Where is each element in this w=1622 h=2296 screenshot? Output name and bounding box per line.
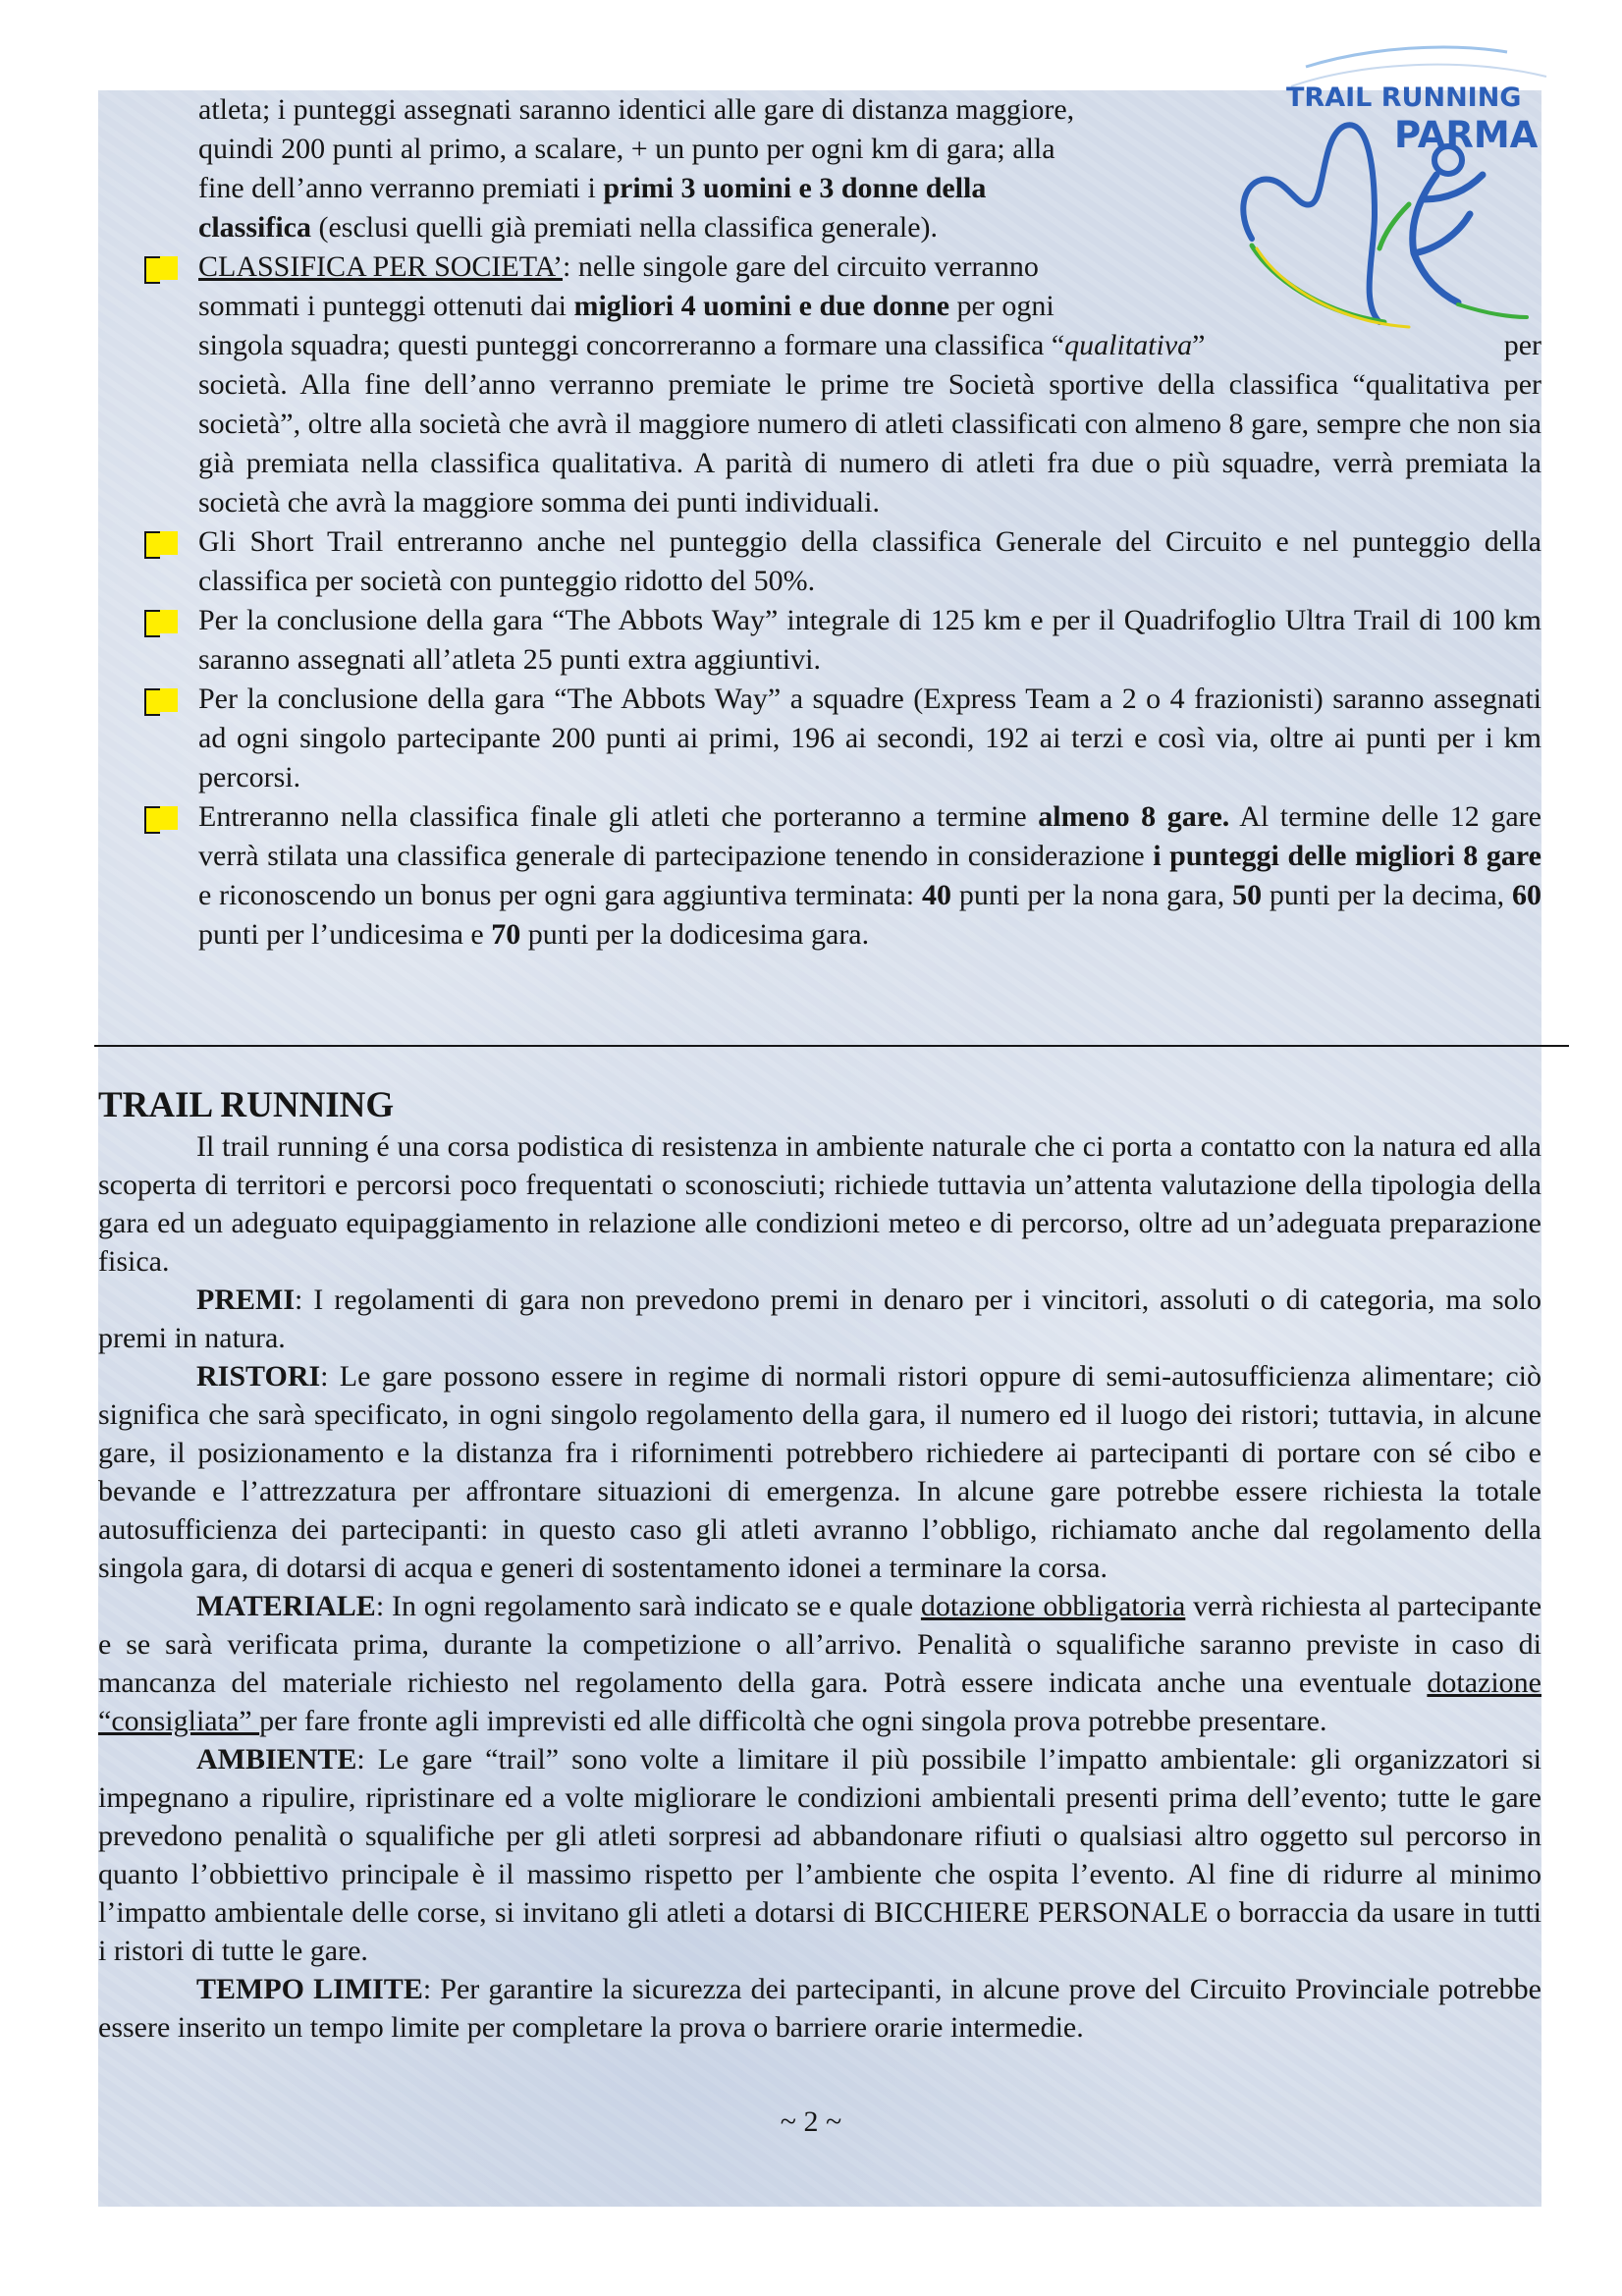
bullet-squadre <box>198 680 1541 797</box>
checkbox-icon <box>144 531 160 559</box>
intro-paragraph <box>198 90 1185 247</box>
logo-line2: PARMA <box>1394 114 1539 156</box>
premi-paragraph: PREMI: I regolamenti di gara non prevedono premi in denaro per i vincitori, assoluti o di categoria, ma solo premi in natura. <box>98 1284 1541 1354</box>
trail-running-section <box>98 1084 1541 2047</box>
intro-bold: primi 3 uomini e 3 donne della <box>603 172 987 204</box>
bullet-short-trail <box>198 522 1541 601</box>
bullet-text: per ogni <box>949 290 1054 322</box>
bullet-text: società. Alla fine dell’anno verranno premiate le prime tre Società sportive della classifica “qualitativa per società”, oltre alla società che avrà il maggiore numero di atleti classificati con almeno 8 gare, sempre che non sia già premiata nella classifica qualitativa. A parità di numero di atleti fra due o più squadre, verrà premiata la società che avrà la maggiore somma dei punti individuali. <box>198 368 1541 519</box>
bullet-text: sommati i punteggi ottenuti dai <box>198 290 574 322</box>
checkbox-icon <box>144 256 160 284</box>
bullet-text: Per la conclusione della gara “The Abbots Way” a squadre (Express Team a 2 o 4 frazionisti) saranno assegnati ad ogni singolo partecipante 200 punti ai primi, 196 ai secondi, 192 ai terzi e così via, oltre ai punti per i km percorsi. <box>198 683 1541 793</box>
intro-line: quindi 200 punti al primo, a scalare, + un punto per ogni km di gara; alla <box>198 133 1055 165</box>
tempo-limite-paragraph: TEMPO LIMITE: Per garantire la sicurezza dei partecipanti, in alcune prove del Circuito Provinciale potrebbe essere inserito un tempo limite per completare la prova o barriere orarie intermedie. <box>98 1973 1541 2044</box>
bullet-societa <box>198 247 1541 522</box>
materiale-paragraph: MATERIALE: In ogni regolamento sarà indicato se e quale dotazione obbligatoria verrà richiesta al partecipante e se sarà verificata prima, durante la competizione o all’arrivo. Penalità o squalifiche saranno previste in caso di mancanza del materiale richiesto nel regolamento della gara. Potrà essere indicata anche una eventuale dotazione “consigliata” per fare fronte agli imprevisti ed alle difficoltà che ogni singola prova potrebbe presentare. <box>98 1590 1542 1737</box>
section-divider <box>94 1045 1569 1047</box>
checkbox-icon <box>144 806 160 834</box>
bullet-italic: qualitativa <box>1064 329 1193 361</box>
intro-line: atleta; i punteggi assegnati saranno identici alle gare di distanza maggiore, <box>198 93 1075 126</box>
bullet-text: per <box>1503 329 1541 361</box>
bullet-text: : nelle singole gare del circuito verranno <box>563 250 1039 283</box>
scoring-rules <box>198 90 1541 955</box>
section-heading: TRAIL RUNNING <box>98 1085 395 1125</box>
qualitativa-line <box>198 326 1541 365</box>
ambiente-paragraph: AMBIENTE: Le gare “trail” sono volte a limitare il più possibile l’impatto ambientale: gli organizzatori si impegnano a ripulire, ripristinare ed a volte migliorare le condizioni ambientali presenti prima dell’evento; tutte le gare prevedono penalità o squalifiche per gli atleti sorpresi ad abbandonare rifiuti o qualsiasi altro oggetto sul percorso in quanto l’obbiettivo principale è il massimo rispetto per l’ambiente che ospita l’evento. Al fine di ridurre al minimo l’impatto ambientale delle corse, si invitano gli atleti a dotarsi di BICCHIERE PERSONALE o borraccia da usare in tutti i ristori di tutte le gare. <box>98 1743 1541 1967</box>
bullet-text: singola squadra; questi punteggi concorreranno a formare una classifica “ <box>198 329 1065 361</box>
intro-line: fine dell’anno verranno premiati i <box>198 172 604 204</box>
intro-bold: classifica <box>198 211 311 244</box>
bullet-text: ” <box>1192 329 1206 361</box>
bullet-bold: migliori 4 uomini e due donne <box>573 290 950 322</box>
bullet-text: Per la conclusione della gara “The Abbots Way” integrale di 125 km e per il Quadrifoglio Ultra Trail di 100 km saranno assegnati all’atleta 25 punti extra aggiuntivi. <box>198 604 1541 676</box>
bullet-title: CLASSIFICA PER SOCIETA’ <box>198 250 564 283</box>
intro-line: (esclusi quelli già premiati nella classifica generale). <box>310 211 939 244</box>
ristori-paragraph: RISTORI: Le gare possono essere in regime di normali ristori oppure di semi-autosufficienza alimentare; ciò significa che sarà specificato, in ogni singolo regolamento della gara, il numero ed il luogo dei ristori; tuttavia, in alcune gare, il posizionamento e la distanza fra i rifornimenti potrebbero richiedere ai partecipanti di portare con sé cibo e bevande e l’attrezzatura per affrontare situazioni di emergenza. In alcune gare potrebbe essere richiesta la totale autosufficienza dei partecipanti: in questo caso gli atleti avranno l’obbligo, richiamato anche dal regolamento della singola gara, di dotarsi di acqua e generi di sostentamento idonei a terminare la corsa. <box>98 1360 1541 1584</box>
trail-intro: Il trail running é una corsa podistica di resistenza in ambiente naturale che ci porta a contatto con la natura ed alla scoperta di territori e percorsi poco frequentati o sconosciuti; richiede tuttavia un’attenta valutazione della tipologia della gara ed un adeguato equipaggiamento in relazione alle condizioni meteo e di percorso, oltre ad un’adeguata preparazione fisica. <box>98 1130 1541 1278</box>
checkbox-icon <box>144 610 160 637</box>
bullet-text: Gli Short Trail entreranno anche nel punteggio della classifica Generale del Circuito e nel punteggio della classifica per società con punteggio ridotto del 50%. <box>198 525 1541 597</box>
bullet-abbots <box>198 601 1541 680</box>
bullet-text: Entreranno nella classifica finale gli atleti che porteranno a termine almeno 8 gare. Al termine delle 12 gare verrà stilata una classifica generale di partecipazione tenendo in considerazione i punteggi delle migliori 8 gare e riconoscendo un bonus per ogni gara aggiuntiva terminata: 40 punti per la nona gara, 50 punti per la decima, 60 punti per l’undicesima e 70 punti per la dodicesima gara. <box>198 800 1542 951</box>
bullet-finale <box>198 797 1541 955</box>
logo-line1: TRAIL RUNNING <box>1286 82 1522 113</box>
page-number: ~ 2 ~ <box>780 2105 842 2138</box>
checkbox-icon <box>144 688 160 716</box>
